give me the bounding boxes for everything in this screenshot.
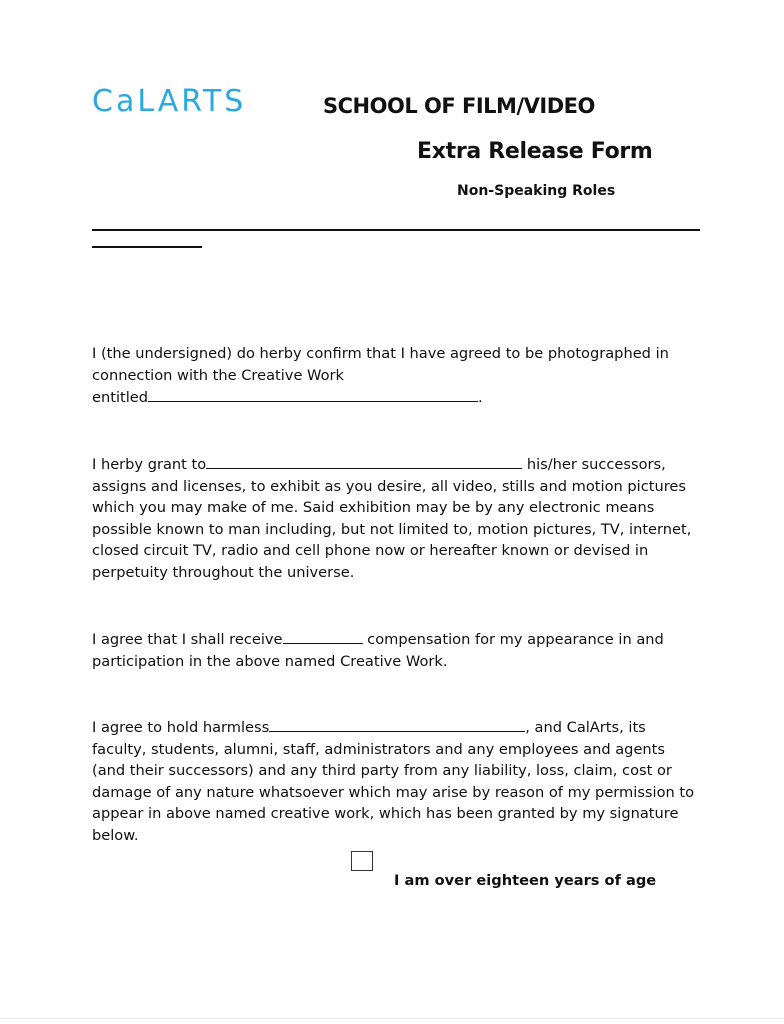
p4-start: I agree to hold harmless xyxy=(92,719,270,736)
form-subtitle: Non-Speaking Roles xyxy=(457,183,616,199)
confirmation-paragraph xyxy=(92,343,702,409)
p2-after-blank: his/her successors, xyxy=(522,456,666,473)
page-bottom-edge xyxy=(0,1018,784,1019)
compensation-paragraph xyxy=(92,628,702,672)
p1-end: . xyxy=(478,389,483,406)
hold-harmless-paragraph xyxy=(92,716,702,846)
grant-paragraph xyxy=(92,453,702,583)
compensation-field[interactable] xyxy=(283,628,363,644)
age-checkbox-label: I am over eighteen years of age xyxy=(394,872,657,889)
p2-rest: assigns and licenses, to exhibit as you desire, all video, stills and motion pictures which you may make of me. Said exhibition may be by any electronic means possible known to man including, but not limited to, motion pictures, TV, internet, closed circuit TV, radio and cell phone now or hereafter known or devised in perpetuity throughout the universe. xyxy=(92,477,692,581)
p2-start: I herby grant to xyxy=(92,456,207,473)
p3-start: I agree that I shall receive xyxy=(92,631,283,648)
p4-after-blank: , and CalArts, its faculty, students, alumni, staff, administrators and any employees and agents (and their successors) and any third party from any liability, loss, claim, cost or damage of any nature whatsoever which may arise by reason of my permission to appear in above named creative work, which has been granted by my signature below. xyxy=(92,719,695,844)
header-divider xyxy=(92,229,700,231)
header-divider-short xyxy=(92,246,202,248)
form-title: Extra Release Form xyxy=(417,139,653,164)
p3-after-blank: compensation for my appearance in and participation in the above named Creative Work. xyxy=(92,631,664,670)
hold-harmless-name-field[interactable] xyxy=(269,716,525,732)
grantee-name-field[interactable] xyxy=(206,453,522,469)
creative-work-title-field[interactable] xyxy=(148,386,478,402)
p1-line2: connection with the Creative Work xyxy=(92,366,345,384)
calarts-logo: CaLARTS xyxy=(92,84,247,119)
p1-entitled: entitled xyxy=(92,389,149,406)
age-checkbox[interactable] xyxy=(351,851,373,871)
p1-line1: I (the undersigned) do herby confirm that I have agreed to be photographed in xyxy=(92,345,669,362)
school-name: SCHOOL OF FILM/VIDEO xyxy=(323,94,595,118)
